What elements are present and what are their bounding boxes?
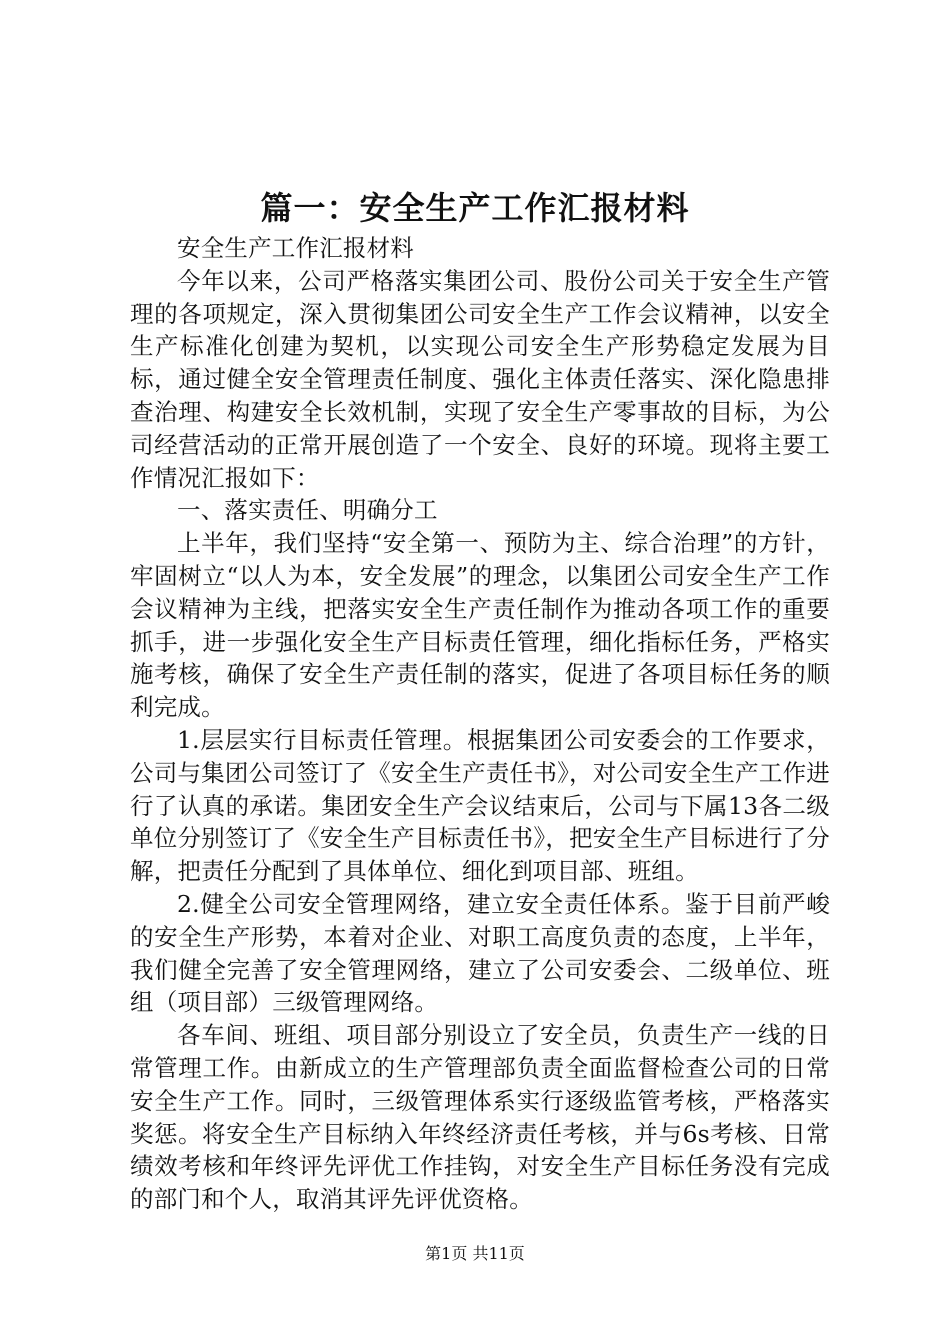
document-title: 篇一：安全生产工作汇报材料: [260, 189, 690, 227]
page-number-footer: 第1页 共11页: [425, 1244, 525, 1263]
paragraph-intro: 今年以来，公司严格落实集团公司、股份公司关于安全生产管理的各项规定，深入贯彻集团公司安全生产工作会议精神，以安全生产标准化创建为契机，以实现公司安全生产形势稳定发展为目标，通过健全安全管理责任制度、强化主体责任落实、深化隐患排查治理、构建安全长效机制，实现了安全生产零事故的目标，为公司经营活动的正常开展创造了一个安全、良好的环境。现将主要工作情况汇报如下：: [130, 266, 830, 492]
document-body: [130, 232, 830, 1216]
paragraph-section-body: 上半年，我们坚持“安全第一、预防为主、综合治理”的方针，牢固树立“以人为本，安全发展”的理念，以集团公司安全生产工作会议精神为主线，把落实安全生产责任制作为推动各项工作的重要抓手，进一步强化安全生产目标责任管理，细化指标任务，严格实施考核，确保了安全生产责任制的落实，促进了各项目标任务的顺利完成。: [130, 529, 830, 722]
section-heading: 一、落实责任、明确分工: [177, 496, 438, 525]
paragraph-item-1: 1.层层实行目标责任管理。根据集团公司安委会的工作要求，公司与集团公司签订了《安全生产责任书》，对公司安全生产工作进行了认真的承诺。集团安全生产会议结束后，公司与下属13各二级单位分别签订了《安全生产目标责任书》，把安全生产目标进行了分解，把责任分配到了具体单位、细化到项目部、班组。: [130, 725, 830, 886]
paragraph-subtitle: 安全生产工作汇报材料: [177, 234, 414, 262]
paragraph-safety-staff: 各车间、班组、项目部分别设立了安全员，负责生产一线的日常管理工作。由新成立的生产管理部负责全面监督检查公司的日常安全生产工作。同时，三级管理体系实行逐级监管考核，严格落实奖惩。将安全生产目标纳入年终经济责任考核，并与6s考核、日常绩效考核和年终评先评优工作挂钩，对安全生产目标任务没有完成的部门和个人，取消其评先评优资格。: [130, 1021, 830, 1214]
paragraph-item-2: 2.健全公司安全管理网络，建立安全责任体系。鉴于目前严峻的安全生产形势，本着对企业、对职工高度负责的态度，上半年，我们健全完善了安全管理网络，建立了公司安委会、二级单位、班组（项目部）三级管理网络。: [130, 889, 830, 1017]
